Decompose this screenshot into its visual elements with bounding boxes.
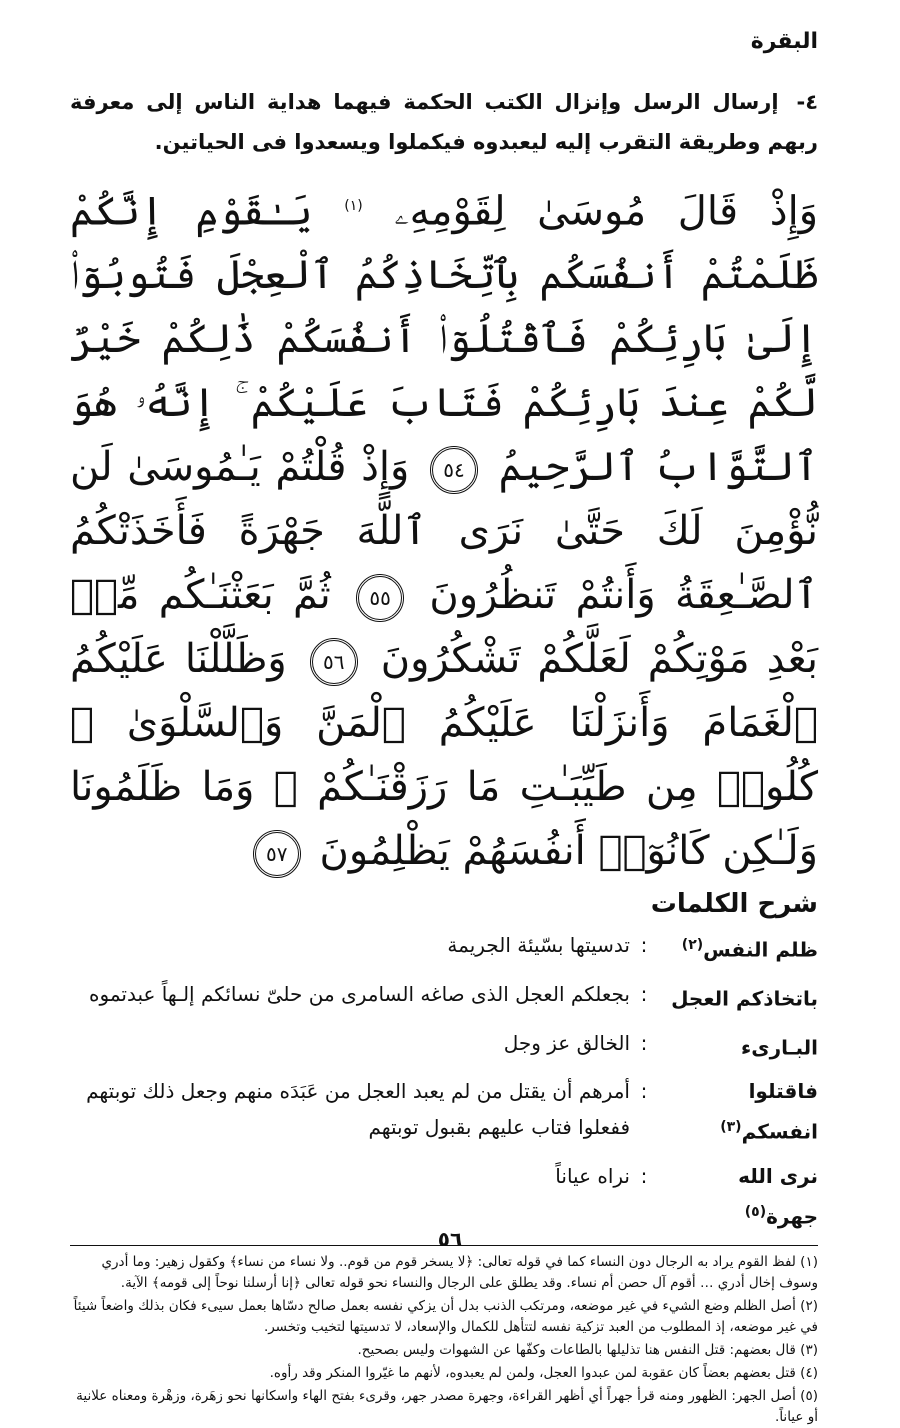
glossary-row (70, 976, 818, 1017)
glossary-row (70, 1158, 818, 1235)
footnote-ref: (٥) (744, 1203, 767, 1220)
glossary-colon: : (640, 1163, 648, 1188)
verse-text: ثُمَّ بَعَثْنَـٰكُم مِّنۢ بَعْدِ مَوْتِكُمْ لَعَلَّكُمْ تَشْكُرُونَ (70, 572, 819, 683)
footnote-ref: (١) (344, 198, 363, 214)
glossary-colon: : (640, 981, 648, 1006)
glossary-term: باتخاذكم العجل (671, 986, 818, 1011)
glossary-colon: : (640, 1030, 648, 1055)
footnote: (٣) قال بعضهم: قتل النفس هنا تذليلها بالطاعات وكفّها عن الشهوات وليس بصحيح. (357, 1341, 818, 1358)
footnote: (٢) أصل الظلم وضع الشيء في غير موضعه، ومرتكب الذنب بدل أن يزكي نفسه بعمل صالح دسّاها بعمل سيىء فكان بذلك واضعاً شيئاً في غير موضعه، إذ المطلوب من العبد تزكية نفسه لتتأهل للكمال والإسعاد، لا تدسيتها لتخيب وتخسر. (73, 1297, 818, 1335)
verse-text: وَإِذْ قَالَ مُوسَىٰ لِقَوْمِهِۦ (394, 188, 819, 235)
intro-number: ٤- (796, 90, 819, 114)
glossary-colon: : (640, 1079, 648, 1104)
glossary-definition: الخالق عز وجل (503, 1030, 630, 1055)
glossary-definition: بجعلكم العجل الذى صاغه السامرى من حلىّ نسائكم إلـهاً عبدتموه (89, 981, 630, 1006)
footnotes (70, 1252, 818, 1428)
page-number: ٥٦ (437, 1227, 463, 1251)
verse-text: وَظَلَّلْنَا عَلَيْكُمُ ٱلْغَمَامَ وَأَنزَلْنَا عَلَيْكُمُ ٱلْمَنَّ وَٱلسَّلْوَىٰ ۖ كُلُوا۟ مِن طَيِّبَـٰتِ مَا رَزَقْنَـٰكُمْ ۖ وَمَا ظَلَمُونَا وَلَـٰكِن كَانُوٓا۟ أَنفُسَهُمْ يَظْلِمُونَ (70, 636, 819, 875)
glossary-definition: تدسيتها بسّيئة الجريمة (447, 933, 630, 958)
glossary-definition: نراه عياناً (555, 1163, 630, 1188)
ayah-number-marker: ٥٤ (430, 446, 478, 494)
surah-header (70, 22, 818, 62)
verse-text: وَإِذْ قُلْتُمْ يَـٰمُوسَىٰ لَن نُّؤْمِنَ لَكَ حَتَّىٰ نَرَى ٱللَّهَ جَهْرَةً فَأَخَذَتْكُمُ ٱلصَّـٰعِقَةُ وَأَنتُمْ تَنظُرُونَ (70, 444, 818, 619)
glossary-row (70, 1073, 818, 1150)
intro-paragraph (70, 82, 818, 162)
ayah-number-marker: ٥٥ (356, 574, 404, 622)
section-title: شرح الكلمات (650, 889, 818, 920)
glossary-row (70, 1025, 818, 1066)
verse-text: يَـٰقَوْمِ إِنَّكُمْ ظَلَمْتُمْ أَنفُسَكُم بِٱتِّخَاذِكُمُ ٱلْعِجْلَ فَتُوبُوٓا۟ إِلَىٰ بَارِئِكُمْ فَٱقْتُلُوٓا۟ أَنفُسَكُمْ ذَٰلِكُمْ خَيْرٌ لَّكُمْ عِندَ بَارِئِكُمْ فَتَابَ عَلَيْكُمْ ۚ إِنَّهُۥ هُوَ ٱلتَّوَّابُ ٱلرَّحِيمُ (70, 188, 819, 491)
ayah-number-marker: ٥٦ (310, 638, 358, 686)
glossary-term: فاقتلوا انفسكم$^{(٣)}$ (720, 1079, 818, 1144)
footnote-ref: (٢) (681, 937, 704, 954)
glossary-colon: : (640, 933, 648, 958)
footnote: (١) لفظ القوم يراد به الرجال دون النساء كما في قوله تعالى: ﴿لا يسخر قوم من قوم.. ولا نساء من نساء﴾ وكقول زهير: وما أدري وسوف إخال أدري … أقوم آل حصن أم نساء. وقد يطلق على الرجال والنساء نحو قوله تعالى ﴿إنا أرسلنا نوحاً إلى قومه﴾ الآية. (101, 1253, 818, 1291)
glossary-term: البـارىء (741, 1035, 818, 1060)
glossary-term: نرى الله جهرة$^{(٥)}$ (738, 1163, 818, 1229)
glossary (70, 927, 818, 1234)
footnote-ref: (٣) (720, 1119, 742, 1136)
glossary-row (70, 927, 818, 968)
surah-name: البقرة (750, 29, 818, 54)
intro-text: إرسال الرسل وإنزال الكتب الحكمة فيهما هداية الناس إلى معرفة ربهم وطريقة التقرب إليه ليعبدوه فيكملوا ويسعدوا فى الحياتين. (70, 90, 818, 154)
glossary-definition: أمرهم أن يقتل من لم يعبد العجل من عَبَدَه منهم وجعل ذلك توبتهم ففعلوا فتاب عليهم بقبول توبتهم (86, 1079, 630, 1140)
footnote: (٤) قتل بعضهم بعضاً كان عقوبة لمن عبدوا العجل، ولمن لم يعبدوه، لأنهم ما غيّروا المنكر وقد رأوه. (269, 1364, 818, 1381)
footnote: (٥) أصل الجهر: الظهور ومنه قرأ جهراً أي أظهر القراءة، وجهرة مصدر جهر، وقرىء بفتح الهاء واسكانها نحو زهَرة، وزهْرة ومعناه علانية أو عياناً. (76, 1387, 818, 1425)
ayah-number-marker: ٥٧ (253, 830, 301, 878)
glossary-term: ظلم النفس$^{(٢)}$ (681, 937, 818, 962)
quran-verses (70, 174, 818, 883)
